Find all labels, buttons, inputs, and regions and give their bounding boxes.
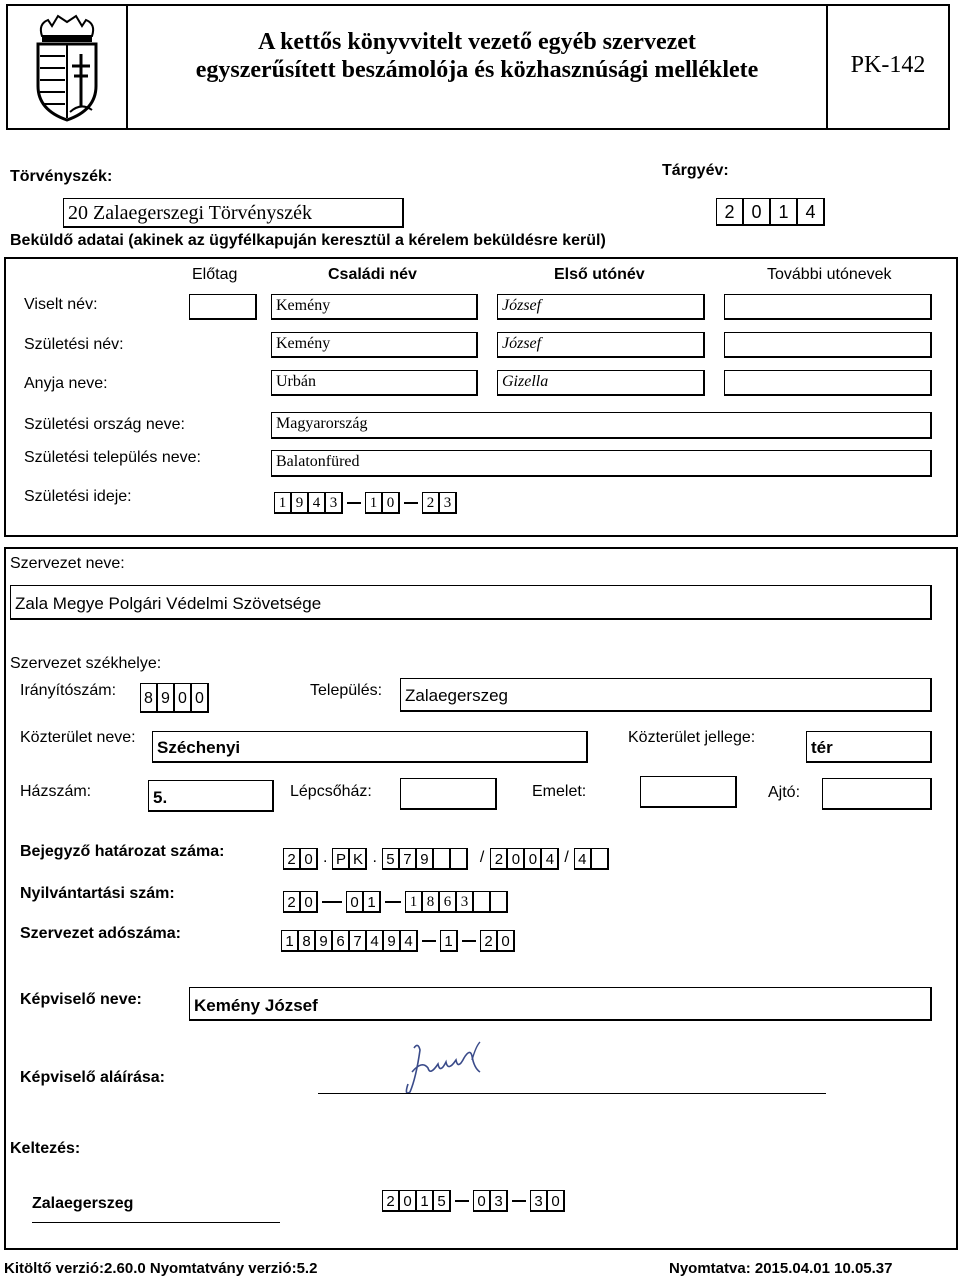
dating-place: Zalaegerszeg (32, 1195, 134, 1212)
birth-city-label: Születési település neve: (24, 449, 201, 466)
mother-name-other-field[interactable] (724, 370, 932, 396)
zip-digit[interactable]: 8 (140, 683, 158, 713)
door-field[interactable] (822, 778, 932, 810)
zip-cells[interactable] (140, 683, 209, 713)
dating-label: Keltezés: (10, 1140, 81, 1157)
tax-digit[interactable]: 4 (366, 930, 384, 952)
org-seat-label: Szervezet székhelye: (10, 655, 162, 672)
col-first-header: Első utónév (554, 266, 645, 283)
dating-year-digit[interactable]: 5 (433, 1190, 451, 1212)
zip-digit[interactable]: 0 (191, 683, 209, 713)
decision-year-digit[interactable]: 2 (490, 848, 508, 870)
year-digit[interactable]: 4 (797, 198, 825, 226)
representative-name-field[interactable]: Kemény József (189, 987, 932, 1021)
decision-dot: . (323, 849, 328, 866)
date-separator (347, 502, 361, 504)
decision-slash: / (564, 849, 569, 866)
floor-label: Emelet: (532, 783, 587, 800)
form-title (128, 28, 826, 84)
birth-city-field[interactable]: Balatonfüred (271, 450, 932, 477)
dating-year-digit[interactable]: 0 (399, 1190, 417, 1212)
birth-month-digit[interactable]: 1 (365, 492, 383, 514)
decision-seq-digit[interactable]: 4 (574, 848, 592, 870)
signature-line (318, 1093, 826, 1094)
mother-name-family-field[interactable]: Urbán (271, 370, 478, 396)
form-code: PK-142 (850, 52, 926, 78)
street-type-label: Közterület jellege: (628, 729, 756, 746)
decision-slash: / (479, 849, 485, 866)
org-name-label: Szervezet neve: (10, 555, 125, 572)
birth-name-family-field[interactable]: Kemény (271, 332, 478, 358)
court-field[interactable]: 20 Zalaegerszegi Törvényszék (63, 198, 404, 228)
zip-label: Irányítószám: (20, 682, 117, 699)
decision-year-digit[interactable]: 0 (524, 848, 542, 870)
sender-caption: Beküldő adatai (akinek az ügyfélkapuján keresztül a kérelem beküldésre kerül) (10, 232, 606, 249)
tax-digit[interactable]: 2 (480, 930, 498, 952)
registry-separator (385, 901, 401, 903)
decision-year-digit[interactable]: 4 (541, 848, 559, 870)
tax-digit[interactable]: 4 (400, 930, 418, 952)
worn-name-family-field[interactable]: Kemény (271, 294, 478, 320)
city-label: Település: (310, 682, 383, 699)
registry-digit[interactable] (490, 891, 508, 913)
decision-letter[interactable]: P (332, 848, 350, 870)
decision-digit[interactable] (433, 848, 451, 870)
footer-version: Kitöltő verzió:2.60.0 Nyomtatvány verzió:5.2 (4, 1260, 318, 1277)
form-title-line2: egyszerűsített beszámolója és közhasznúsági melléklete (195, 57, 759, 83)
registry-number-cells[interactable] (283, 891, 508, 913)
worn-name-label: Viselt név: (24, 296, 98, 313)
tax-digit[interactable]: 7 (349, 930, 367, 952)
col-family-header: Családi név (328, 266, 417, 283)
birth-name-first-field[interactable]: József (497, 332, 705, 358)
birth-day-digit[interactable]: 2 (422, 492, 440, 514)
registry-digit[interactable]: 8 (422, 891, 440, 913)
registry-digit[interactable]: 0 (346, 891, 364, 913)
registry-digit[interactable]: 3 (456, 891, 474, 913)
court-label: Törvényszék: (10, 168, 113, 185)
decision-digit[interactable]: 0 (300, 848, 318, 870)
tax-digit[interactable]: 1 (440, 930, 458, 952)
tax-digit[interactable]: 9 (315, 930, 333, 952)
tax-digit[interactable]: 9 (383, 930, 401, 952)
birth-year-digit[interactable]: 3 (325, 492, 343, 514)
decision-digit[interactable] (450, 848, 468, 870)
birth-date-cells[interactable] (274, 492, 457, 514)
col-prefix-header: Előtag (192, 266, 238, 283)
house-number-field[interactable]: 5. (148, 780, 274, 812)
registry-digit[interactable]: 1 (363, 891, 381, 913)
street-name-field[interactable]: Széchenyi (152, 731, 588, 763)
decision-number-cells[interactable] (283, 848, 609, 870)
tax-number-label: Szervezet adószáma: (20, 925, 181, 942)
tax-digit[interactable]: 1 (281, 930, 299, 952)
decision-number-label: Bejegyző határozat száma: (20, 843, 225, 860)
birth-day-digit[interactable]: 3 (439, 492, 457, 514)
decision-digit[interactable]: 2 (283, 848, 301, 870)
zip-digit[interactable]: 0 (174, 683, 192, 713)
worn-name-other-field[interactable] (724, 294, 932, 320)
birth-name-other-field[interactable] (724, 332, 932, 358)
birth-month-digit[interactable]: 0 (382, 492, 400, 514)
birth-country-field[interactable]: Magyarország (271, 412, 932, 439)
org-name-field[interactable]: Zala Megye Polgári Védelmi Szövetsége (10, 585, 932, 620)
zip-digit[interactable]: 9 (157, 683, 175, 713)
year-cells[interactable] (716, 198, 825, 226)
door-label: Ajtó: (768, 784, 801, 801)
house-number-label: Házszám: (20, 783, 92, 800)
dating-year-digit[interactable]: 2 (382, 1190, 400, 1212)
registry-separator (322, 901, 342, 903)
col-other-header: További utónevek (767, 266, 892, 283)
dating-month-digit[interactable]: 0 (473, 1190, 491, 1212)
city-field[interactable]: Zalaegerszeg (400, 678, 932, 712)
dating-place-line (32, 1222, 280, 1223)
birth-name-label: Születési név: (24, 336, 124, 353)
date-separator (512, 1200, 526, 1202)
dating-day-digit[interactable]: 3 (530, 1190, 548, 1212)
footer-printed: Nyomtatva: 2015.04.01 10.05.37 (669, 1260, 893, 1277)
tax-digit[interactable]: 8 (298, 930, 316, 952)
signature-image (400, 1038, 490, 1100)
street-name-label: Közterület neve: (20, 729, 136, 746)
birth-year-digit[interactable]: 1 (274, 492, 292, 514)
birth-country-label: Születési ország neve: (24, 416, 185, 433)
staircase-field[interactable] (400, 778, 497, 810)
year-digit[interactable]: 1 (770, 198, 798, 226)
date-separator (404, 502, 418, 504)
decision-letter[interactable]: K (349, 848, 367, 870)
staircase-label: Lépcsőház: (290, 783, 372, 800)
decision-dot: . (372, 849, 377, 866)
worn-name-prefix-field[interactable] (189, 294, 257, 320)
decision-seq-digit[interactable] (591, 848, 609, 870)
tax-digit[interactable]: 0 (497, 930, 515, 952)
birth-year-digit[interactable]: 9 (291, 492, 309, 514)
year-label: Tárgyév: (662, 162, 729, 179)
decision-year-digit[interactable]: 0 (507, 848, 525, 870)
form-title-line1: A kettős könyvvitelt vezető egyéb szervezet (258, 29, 696, 55)
birth-date-label: Születési ideje: (24, 488, 132, 505)
decision-digit[interactable]: 9 (416, 848, 434, 870)
dating-year-digit[interactable]: 1 (416, 1190, 434, 1212)
dating-month-digit[interactable]: 3 (490, 1190, 508, 1212)
tax-separator (462, 940, 476, 942)
registry-number-label: Nyilvántartási szám: (20, 885, 175, 902)
year-digit[interactable]: 0 (743, 198, 771, 226)
mother-name-first-field[interactable]: Gizella (497, 370, 705, 396)
tax-number-cells[interactable] (281, 930, 515, 952)
registry-digit[interactable]: 0 (300, 891, 318, 913)
registry-digit[interactable]: 1 (405, 891, 423, 913)
registry-digit[interactable] (473, 891, 491, 913)
dating-date-cells[interactable] (382, 1190, 565, 1212)
tax-digit[interactable]: 6 (332, 930, 350, 952)
representative-name-label: Képviselő neve: (20, 991, 142, 1008)
dating-day-digit[interactable]: 0 (547, 1190, 565, 1212)
year-digit[interactable]: 2 (716, 198, 744, 226)
floor-field[interactable] (640, 776, 737, 808)
decision-digit[interactable]: 5 (382, 848, 400, 870)
street-type-field[interactable]: tér (806, 731, 932, 763)
mother-name-label: Anyja neve: (24, 375, 108, 392)
registry-digit[interactable]: 2 (283, 891, 301, 913)
tax-separator (422, 940, 436, 942)
birth-year-digit[interactable]: 4 (308, 492, 326, 514)
worn-name-first-field[interactable]: József (497, 294, 705, 320)
hungarian-coat-of-arms-icon (28, 6, 106, 124)
registry-digit[interactable]: 6 (439, 891, 457, 913)
representative-signature-label: Képviselő aláírása: (20, 1069, 165, 1086)
date-separator (455, 1200, 469, 1202)
decision-digit[interactable]: 7 (399, 848, 417, 870)
